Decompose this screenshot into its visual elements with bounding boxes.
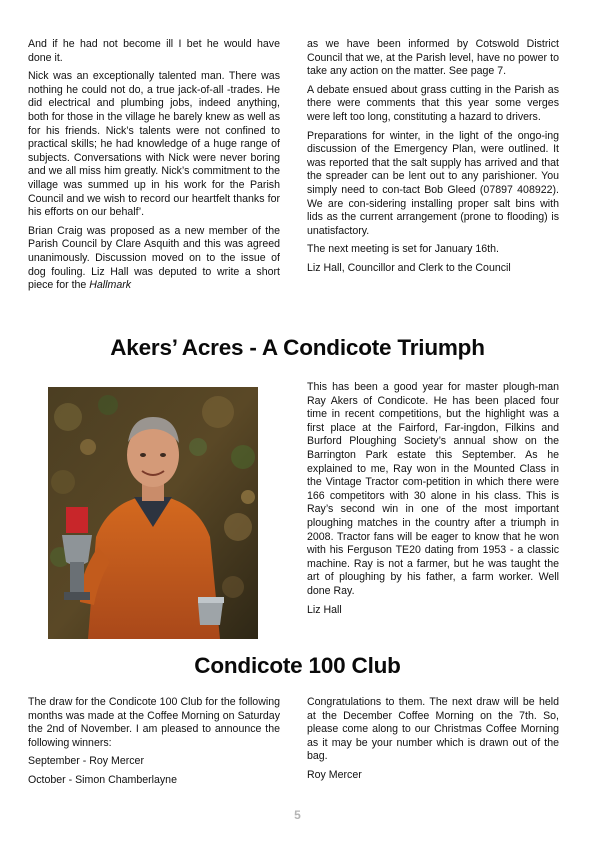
column-top-left	[28, 38, 280, 298]
article-heading-100-club: Condicote 100 Club	[194, 653, 401, 678]
photo-illustration	[48, 387, 258, 639]
paragraph: The draw for the Condicote 100 Club for the following months was made at the Coffee Morning on Saturday the 2nd of November. I am pleased to announce the following winners:	[28, 696, 280, 749]
signature: Liz Hall	[307, 603, 342, 616]
paragraph: Nick was an exceptionally talented man. There was nothing he could not do, a true jack-of-all -trades. He did electrical and plumbing jobs, indeed anything, both for those in the village he barely knew as well as for his friends. Nick’s talents were not confined to practical skills; he had knowledge of a huge range of subjects. Conversations with Nick were never boring and we all miss him greatly. Nick’s commitment to the village was summed up in his work for the Parish Council and we wish to record our heartfelt thanks for his efforts on our behalf’.	[28, 70, 280, 219]
page-number: 5	[294, 808, 301, 822]
paragraph: The next meeting is set for January 16th.	[307, 243, 499, 256]
paragraph: as we have been informed by Cotswold District Council that we, at the Parish level, have no power to take any action on the matter. See page 7.	[307, 38, 559, 78]
paragraph: Congratulations to them. The next draw will be held at the December Coffee Morning on the 7th. So, please come along to our Christmas Coffee Morning as it may be your number which is drawn out of the bag.	[307, 696, 559, 763]
signature: Roy Mercer	[307, 768, 362, 781]
column-top-right	[307, 38, 559, 281]
column-100-club-left	[28, 696, 280, 793]
paragraph: This has been a good year for master plough-man Ray Akers of Condicote. He has been placed four time in recent competitions, but the highlight was a first place at the Fairford, Far-ingdon, Filkins and Burford Ploughing Society’s annual show on the Barrington Park estate this September. As he explained to me, Ray won in the Mounted Class in the Vintage Tractor com-petition in which there were 166 competitors with 30 alone in his class. This is Ray’s second win in one of the most important ploughing matches in the country after a triumph in 2008. Tractor fans will be eager to know that he won with his Ferguson TE20 dating from 1953 - a classic machine. Ray is not a farmer, but he was taught the art of ploughing by his father, a farm worker. Well done Ray.	[307, 381, 559, 597]
paragraph	[28, 225, 280, 293]
signature: Liz Hall, Councillor and Clerk to the Council	[307, 261, 511, 274]
article-heading-akers: Akers’ Acres - A Condicote Triumph	[110, 335, 485, 360]
paragraph: And if he had not become ill I bet he would have done it.	[28, 38, 280, 64]
publication-name: Hallmark	[89, 279, 132, 292]
paragraph: Preparations for winter, in the light of the ongo-ing discussion of the Emergency Plan, were outlined. It was reported that the salt supply has arrived and that the spreader can be lent out to any parishioner. You simply need to con-tact Bob Gleed (07897 408922). We are con-sidering installing proper salt bins with lids as the current arrangement (prone to flooding) is unatisfactory.	[307, 129, 559, 237]
column-100-club-right	[307, 696, 559, 788]
paragraph-text: Brian Craig was proposed as a new member of the Parish Council by Clare Asquith and this was agreed unanimously. Discussion moved on to the issue of dog fouling. Liz Hall was deputed to write a short piece for the	[28, 224, 280, 292]
column-akers-article	[307, 381, 559, 622]
paragraph: A debate ensued about grass cutting in the Parish as there were comments that this year some verges were left too long, constituting a hazard to drivers.	[307, 83, 559, 123]
winner-line: October - Simon Chamberlayne	[28, 773, 177, 786]
photo-ray-akers	[48, 387, 258, 639]
winner-line: September - Roy Mercer	[28, 755, 144, 768]
